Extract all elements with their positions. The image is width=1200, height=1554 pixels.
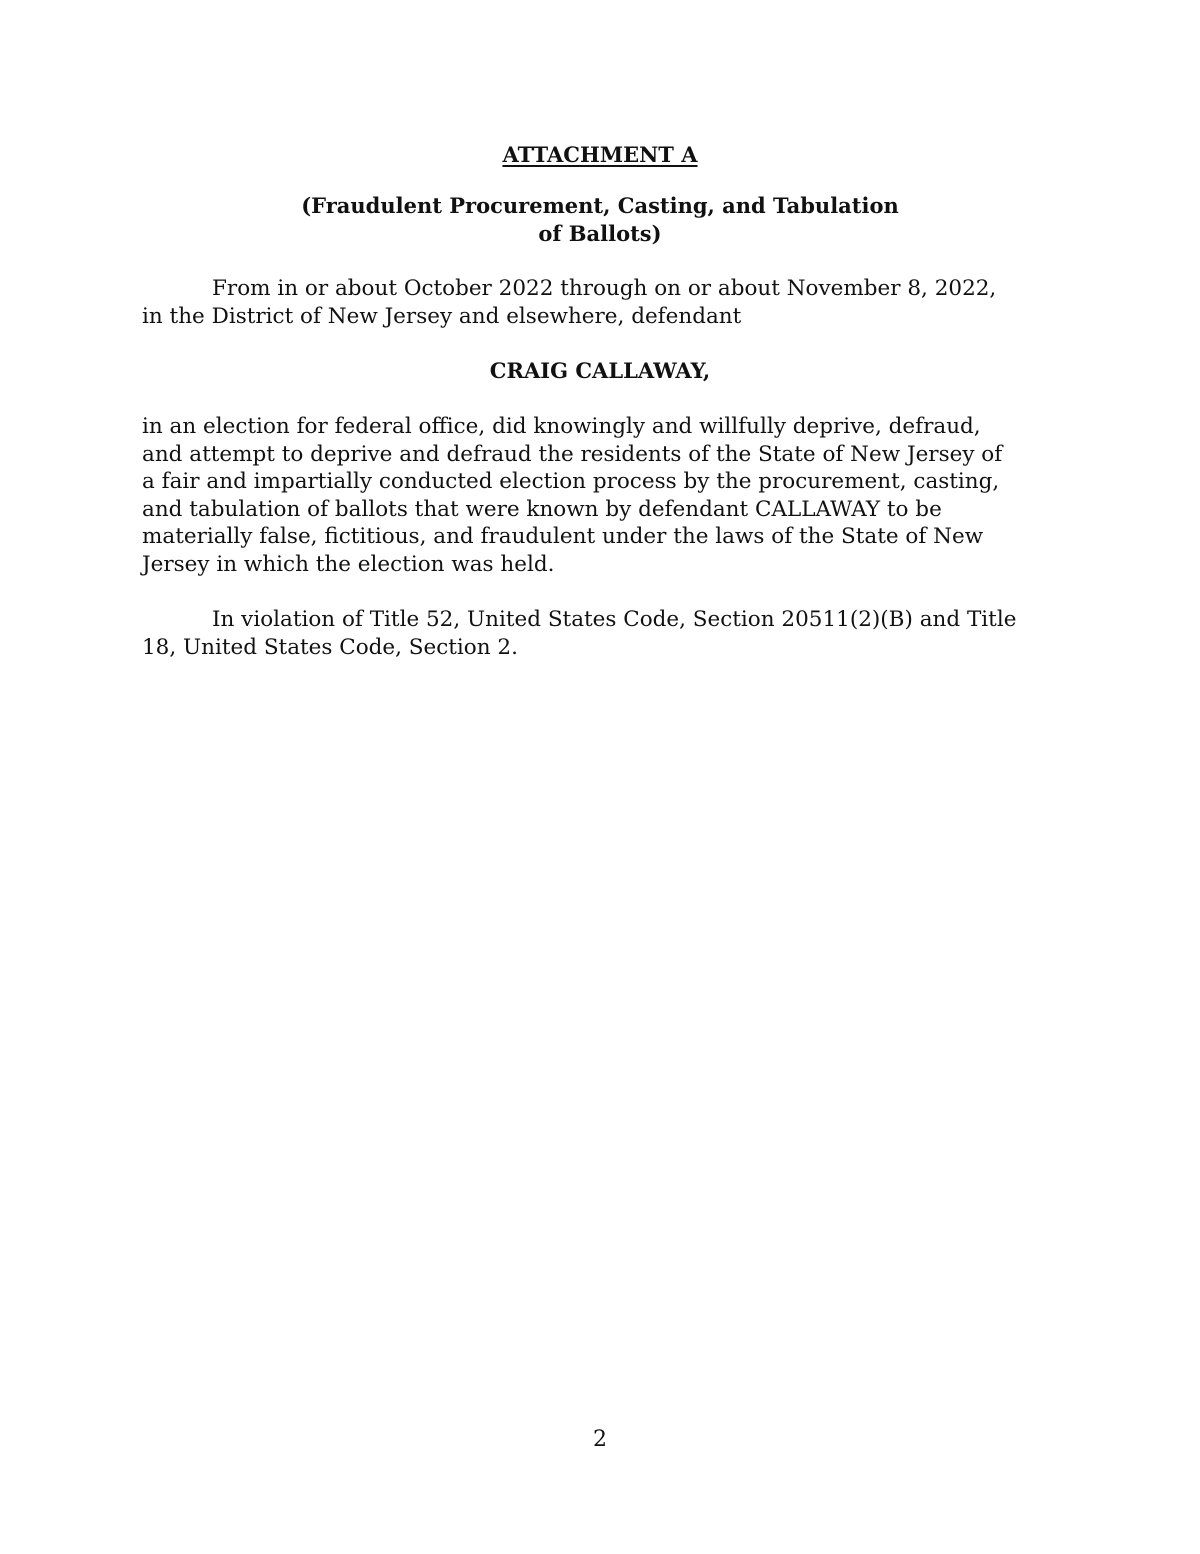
page-number: 2 [593,1427,607,1452]
paragraph-line: From in or about October 2022 through on or about November 8, 2022, [212,276,997,301]
opening-paragraph [142,275,1052,330]
paragraph-line: 18, United States Code, Section 2. [142,634,518,660]
document-title: ATTACHMENT A [502,142,698,167]
violation-paragraph [142,606,1052,661]
subtitle-line: of Ballots) [538,221,662,246]
charge-paragraph [142,413,1052,579]
document-subtitle [0,192,1200,248]
paragraph-line: in the District of New Jersey and elsewhere, defendant [142,303,742,329]
paragraph-line: and attempt to deprive and defraud the residents of the State of New Jersey of [142,441,1003,467]
paragraph-line: a fair and impartially conducted election process by the procurement, casting, [142,469,1000,495]
subtitle-line: (Fraudulent Procurement, Casting, and Tabulation [301,193,899,218]
paragraph-line: In violation of Title 52, United States Code, Section 20511(2)(B) and Title [212,607,1017,632]
paragraph-line: materially false, fictitious, and fraudulent under the laws of the State of New [142,524,984,550]
defendant-name: CRAIG CALLAWAY, [489,358,711,383]
paragraph-line: Jersey in which the election was held. [142,551,555,577]
paragraph-line: and tabulation of ballots that were known by defendant CALLAWAY to be [142,496,942,522]
paragraph-line: in an election for federal office, did knowingly and willfully deprive, defraud, [142,414,981,439]
